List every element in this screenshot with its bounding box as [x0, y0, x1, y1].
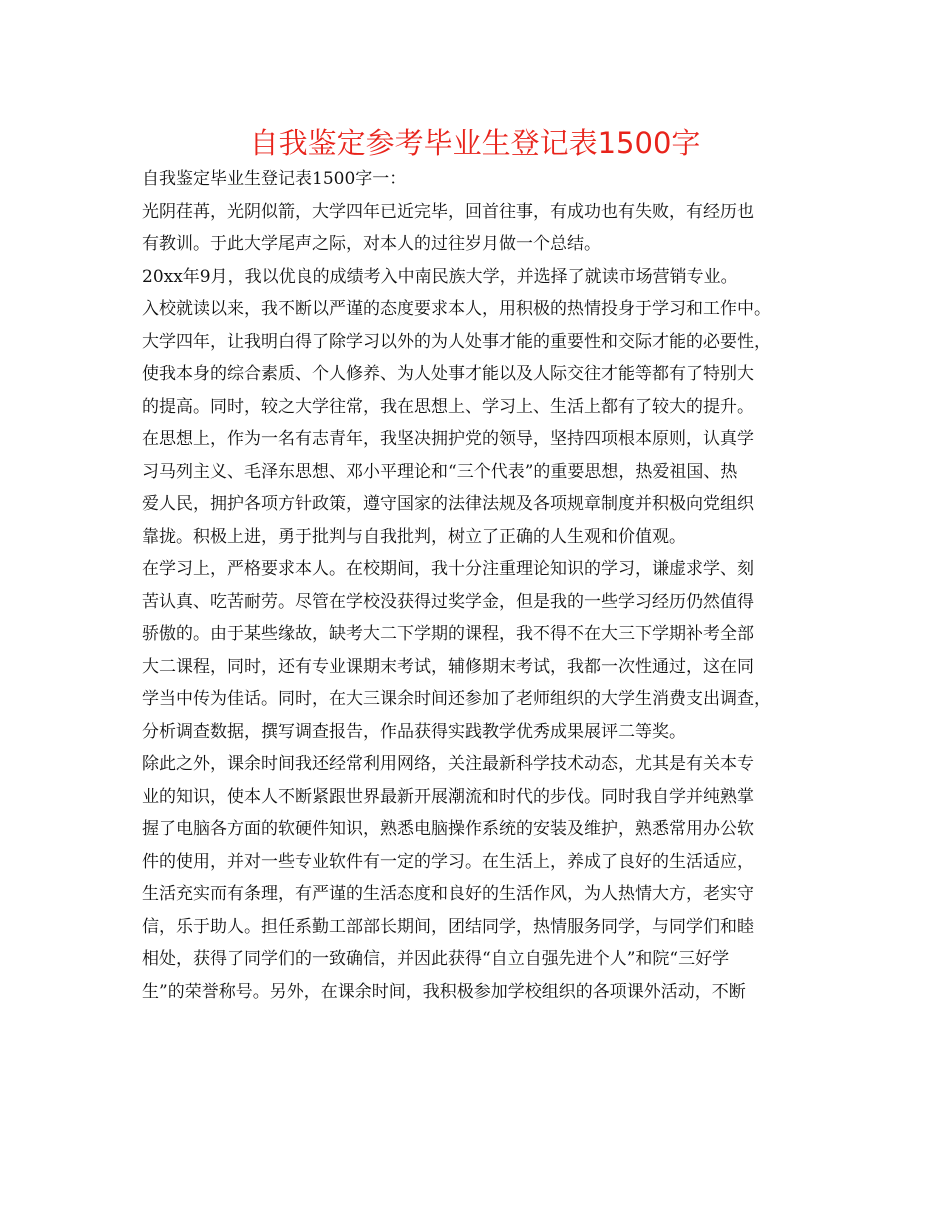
text-line: 相处，获得了同学们的一致确信，并因此获得“自立自强先进个人”和院“三好学 [142, 949, 730, 969]
document-title: 自我鉴定参考毕业生登记表1500字 [249, 126, 701, 160]
text-line: 习马列主义、毛泽东思想、邓小平理论和“三个代表”的重要思想，热爱祖国、热 [142, 461, 738, 482]
text-line: 有教训。于此大学尾声之际，对本人的过往岁月做一个总结。 [142, 234, 601, 254]
document-body [142, 163, 822, 1008]
text-line: 骄傲的。由于某些缘故，缺考大二下学期的课程，我不得不在大三下学期补考全部 [142, 624, 754, 644]
text-line: 件的使用，并对一些专业软件有一定的学习。在生活上，养成了良好的生活适应， [142, 851, 754, 872]
text-line: 苦认真、吃苦耐劳。尽管在学校没获得过奖学金，但是我的一些学习经历仍然值得 [142, 591, 754, 612]
text-line: 自我鉴定毕业生登记表1500字一： [142, 169, 407, 189]
text-line: 除此之外，课余时间我还经常利用网络，关注最新科学技术动态，尤其是有关本专 [142, 754, 754, 774]
text-line: 光阴荏苒，光阴似箭，大学四年已近完毕，回首往事，有成功也有失败，有经历也 [142, 201, 754, 222]
text-line: 爱人民，拥护各项方针政策，遵守国家的法律法规及各项规章制度并积极向党组织 [142, 494, 754, 514]
text-line: 生活充实而有条理，有严谨的生活态度和良好的生活作风，为人热情大方，老实守 [142, 884, 754, 904]
text-line: 在思想上，作为一名有志青年，我坚决拥护党的领导，坚持四项根本原则，认真学 [142, 429, 754, 449]
text-line: 业的知识，使本人不断紧跟世界最新开展潮流和时代的步伐。同时我自学并纯熟掌 [142, 786, 754, 807]
text-line: 使我本身的综合素质、个人修养、为人处事才能以及人际交往才能等都有了特别大 [142, 364, 754, 384]
text-line: 入校就读以来，我不断以严谨的态度要求本人，用积极的热情投身于学习和工作中。 [142, 299, 771, 319]
text-line: 分析调查数据，撰写调查报告，作品获得实践教学优秀成果展评二等奖。 [142, 721, 686, 742]
text-line: 大二课程，同时，还有专业课期末考试，辅修期末考试，我都一次性通过，这在同 [142, 656, 754, 677]
text-line: 在学习上，严格要求本人。在校期间，我十分注重理论知识的学习，谦虚求学、刻 [142, 559, 754, 579]
text-line: 生”的荣誉称号。另外，在课余时间，我积极参加学校组织的各项课外活动，不断 [142, 981, 746, 1002]
text-line: 靠拢。积极上进，勇于批判与自我批判，树立了正确的人生观和价值观。 [142, 526, 686, 547]
text-line: 学当中传为佳话。同时，在大三课余时间还参加了老师组织的大学生消费支出调查， [142, 689, 771, 709]
text-line: 信，乐于助人。担任系勤工部部长期间，团结同学，热情服务同学，与同学们和睦 [142, 916, 754, 937]
text-line: 大学四年，让我明白得了除学习以外的为人处事才能的重要性和交际才能的必要性， [142, 331, 771, 352]
text-line: 握了电脑各方面的软硬件知识，熟悉电脑操作系统的安装及维护，熟悉常用办公软 [142, 819, 754, 839]
text-line: 的提高。同时，较之大学往常，我在思想上、学习上、生活上都有了较大的提升。 [142, 396, 754, 417]
text-line: 20xx年9月，我以优良的成绩考入中南民族大学，并选择了就读市场营销专业。 [142, 266, 738, 287]
